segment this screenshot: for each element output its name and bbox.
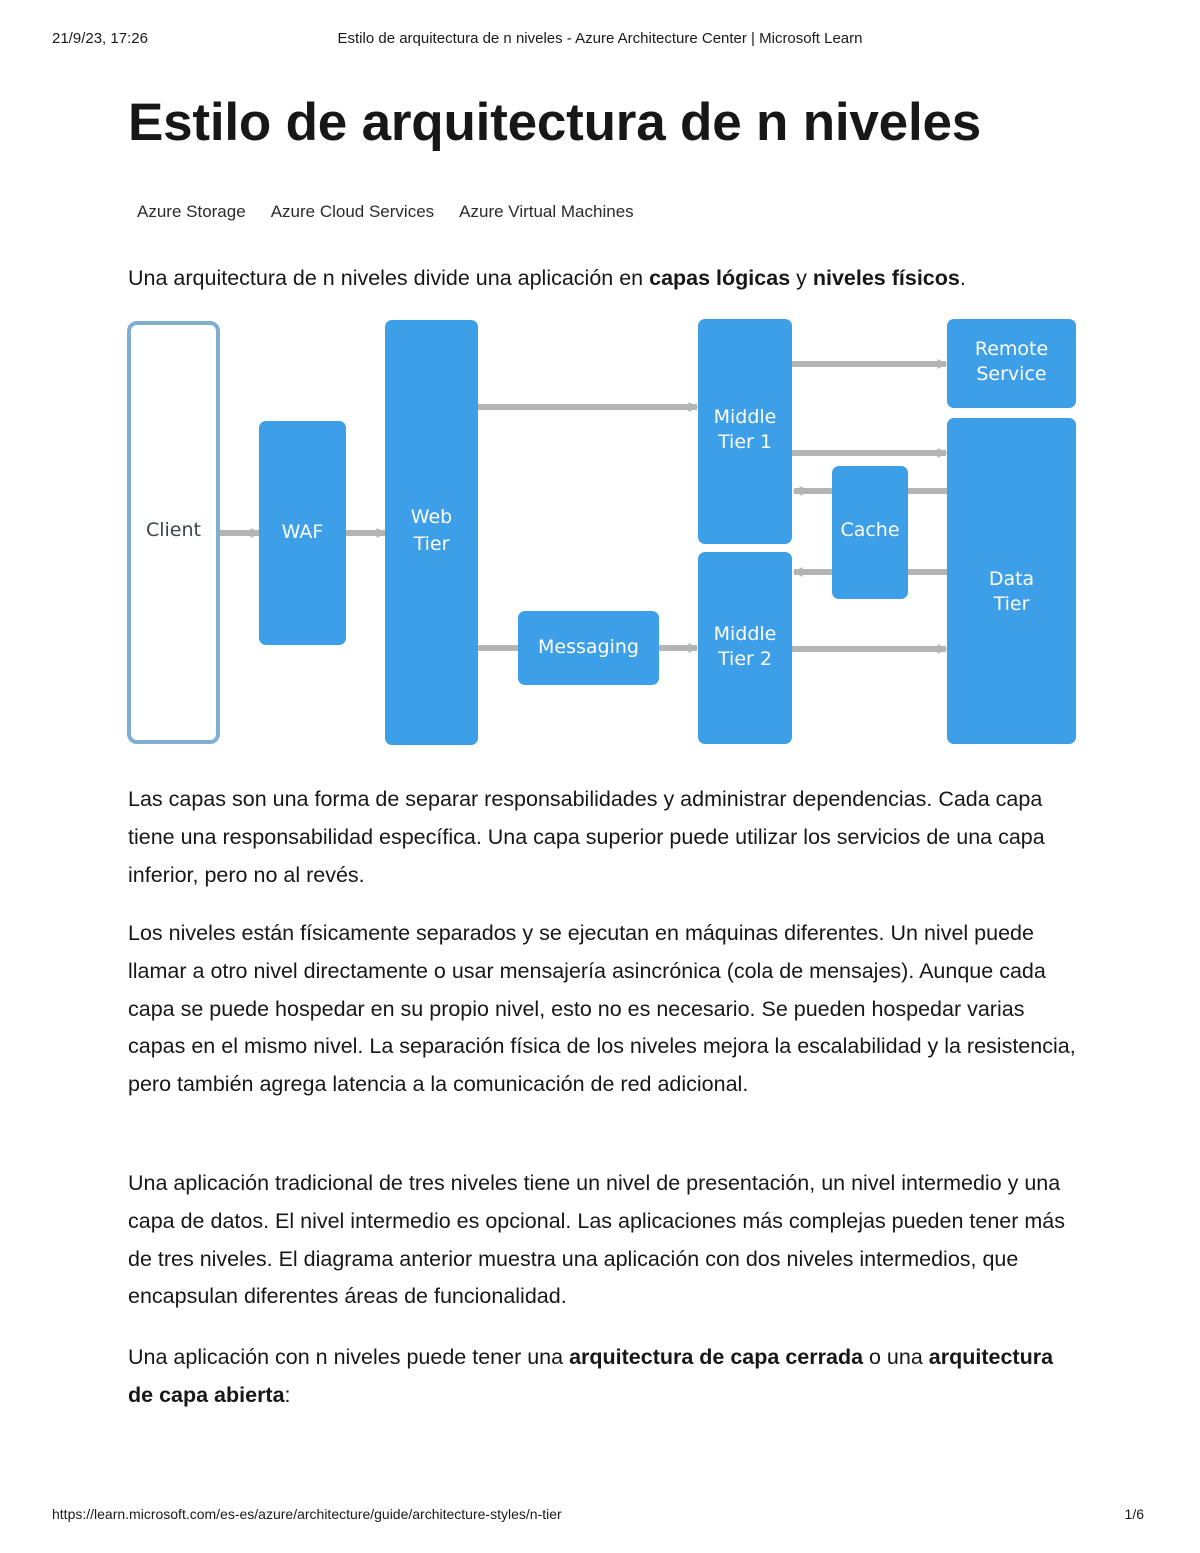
data-tier-label-line1: Data (988, 568, 1035, 590)
closing-bold-closed-layer[interactable]: arquitectura de capa cerrada (569, 1345, 864, 1369)
messaging-node (518, 611, 659, 685)
middle-tier-2-label-line1: Middle (713, 623, 777, 645)
lead-text-1: Una arquitectura de n niveles divide una aplicación en (128, 266, 650, 290)
lead-bold-physical-tiers: niveles físicos (812, 266, 960, 290)
remote-service-label-line2: Service (976, 363, 1047, 385)
web-tier-label-line1: Web (410, 506, 453, 528)
waf-node (259, 421, 346, 645)
messaging-label: Messaging (538, 636, 639, 658)
lead-text-2: y (790, 266, 813, 290)
n-tier-architecture-diagram (0, 0, 1200, 760)
web-tier-label-line2: Tier (413, 533, 450, 555)
client-label: Client (145, 519, 202, 541)
paragraph-tiers: Los niveles están físicamente separados y se ejecutan en máquinas diferentes. Un nivel puede llamar a otro nivel directamente o usar mensajería asincrónica (cola de mensajes). Aunque cada capa se puede hospedar en su propio nivel, esto no es necesario. Se pueden hospedar varias capas en el mismo nivel. La separación física de los niveles mejora la escalabilidad y la resistencia, pero también agrega latencia a la comunicación de red adicional. (128, 921, 1076, 1097)
closing-text-3: : (284, 1382, 291, 1407)
print-page-title: Estilo de arquitectura de n niveles - Azure Architecture Center | Microsoft Learn (337, 30, 863, 47)
tag-azure-virtual-machines[interactable]: Azure Virtual Machines (459, 202, 634, 221)
tag-azure-storage[interactable]: Azure Storage (137, 202, 246, 221)
print-page-number: 1/6 (1124, 1506, 1144, 1522)
lead-text-3: . (959, 266, 966, 290)
middle-tier-1-label-line2: Tier 1 (718, 431, 772, 453)
paragraph-three-tier: Una aplicación tradicional de tres niveles tiene un nivel de presentación, un nivel intermedio y una capa de datos. El nivel intermedio es opcional. Las aplicaciones más complejas pueden tener más de tres niveles. El diagrama anterior muestra una aplicación con dos niveles intermedios, que encapsulan diferentes áreas de funcionalidad. (128, 1171, 1065, 1309)
cache-node (832, 466, 908, 599)
web-tier-node (385, 320, 478, 745)
paragraph-layers: Las capas son una forma de separar responsabilidades y administrar dependencias. Cada capa tiene una responsabilidad específica. Una capa superior puede utilizar los servicios de una capa inferior, pero no al revés. (128, 787, 1045, 887)
middle-tier-1-label-line1: Middle (713, 406, 777, 428)
middle-tier-2-node (698, 552, 792, 744)
print-url: https://learn.microsoft.com/es-es/azure/architecture/guide/architecture-styles/n-tier (52, 1506, 562, 1522)
page-title: Estilo de arquitectura de n niveles (128, 93, 982, 152)
paragraph-closed-open-layer (128, 1339, 1083, 1415)
client-node (129, 323, 218, 742)
data-tier-node (947, 418, 1076, 744)
data-tier-label-line2: Tier (993, 593, 1030, 615)
closing-bold-open-layer[interactable]: arquitectura de capa abierta (128, 1345, 1054, 1407)
lead-bold-logical-layers: capas lógicas (649, 266, 791, 290)
cache-label: Cache (840, 519, 900, 541)
closing-text-1: Una aplicación con n niveles puede tener una (128, 1345, 570, 1369)
middle-tier-2-label-line2: Tier 2 (718, 648, 772, 670)
tag-azure-cloud-services[interactable]: Azure Cloud Services (270, 202, 435, 221)
waf-label: WAF (281, 521, 324, 543)
remote-service-node (947, 319, 1076, 408)
remote-service-label-line1: Remote (974, 338, 1049, 360)
closing-text-2: o una (863, 1345, 929, 1369)
print-datetime: 21/9/23, 17:26 (52, 30, 148, 47)
middle-tier-1-node (698, 319, 792, 544)
